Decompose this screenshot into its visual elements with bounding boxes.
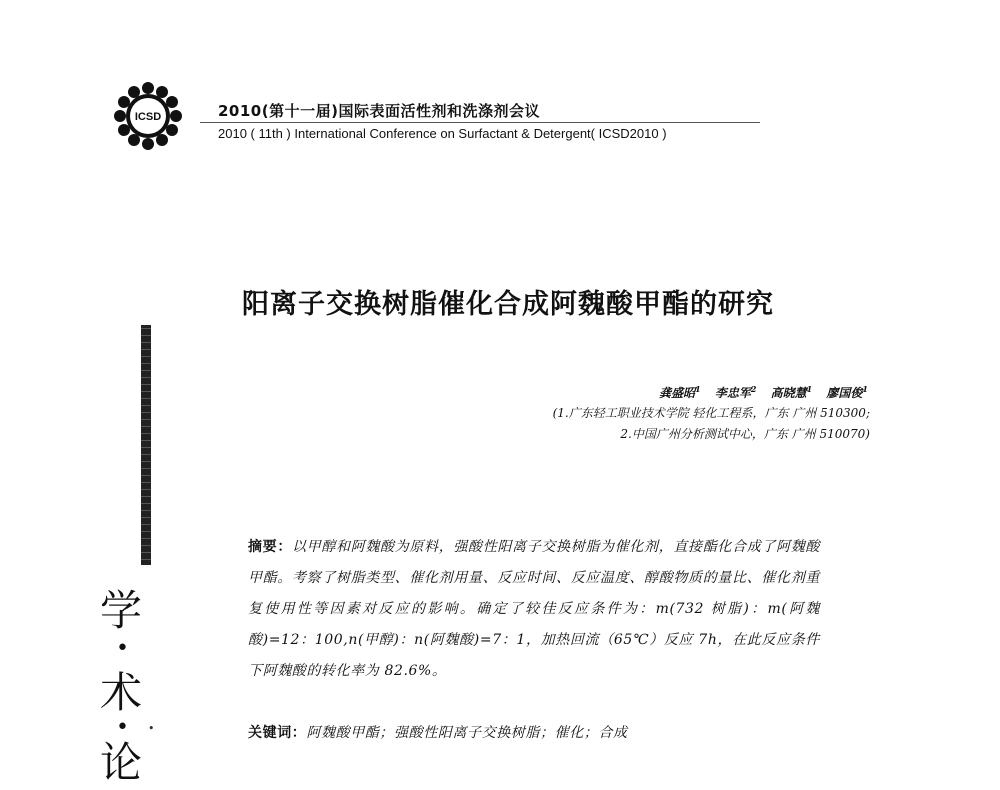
side-char-lun: 论 [100, 738, 143, 787]
abstract [248, 532, 820, 687]
author-affiliation-mark: 2 [750, 384, 757, 394]
author-name: 龚盛昭 [659, 386, 696, 400]
header-rule [200, 122, 760, 123]
side-char-xue: 学 [100, 586, 143, 635]
affiliation-2: 2.中国广州分析测试中心，广东 广州 510070) [620, 427, 870, 441]
author-affiliation-mark: 1 [806, 384, 813, 394]
paper-title: 阳离子交换树脂催化合成阿魏酸甲酯的研究 [242, 289, 774, 320]
author-name: 李忠军 [714, 386, 751, 400]
author-affiliation-mark: 1 [695, 384, 701, 394]
author-name: 廖国俊 [826, 386, 863, 400]
keywords [248, 722, 820, 742]
logo-text: ICSD [134, 111, 162, 123]
conference-title-cn: 2010(第十一届)国际表面活性剂和洗涤剂会议 [218, 102, 540, 120]
side-char-shu: 术 [100, 668, 143, 717]
abstract-label: 摘要： [248, 539, 293, 555]
scan-speck: • [148, 722, 155, 735]
side-decoration-bar [141, 325, 151, 565]
author-affiliation-mark: 1 [862, 384, 868, 394]
affiliation-1: (1.广东轻工职业技术学院 轻化工程系，广东 广州 510300; [552, 406, 870, 420]
keywords-text: 阿魏酸甲酯；强酸性阳离子交换树脂；催化；合成 [306, 725, 628, 741]
author-name: 高晓慧 [770, 386, 807, 400]
author-list [659, 384, 868, 401]
side-dot: • [116, 715, 129, 740]
side-dot: • [116, 636, 129, 661]
conference-title-en: 2010 ( 11th ) International Conference on Surfactant & Detergent( ICSD2010 ) [218, 126, 667, 141]
keywords-label: 关键词： [248, 725, 307, 741]
icsd-logo [112, 80, 184, 152]
abstract-text: 以甲醇和阿魏酸为原料，强酸性阳离子交换树脂为催化剂，直接酯化合成了阿魏酸甲酯。考察了树脂类型、催化剂用量、反应时间、反应温度、醇酸物质的量比、催化剂重复使用性等因素对反应的影响。确定了较佳反应条件为：m(732 树脂)：m(阿魏酸)=12：100,n(甲醇)：n(阿魏酸)=7：1，加热回流（65℃）反应 7h，在此反应条件下阿魏酸的转化率为 82.6%。 [248, 539, 820, 679]
